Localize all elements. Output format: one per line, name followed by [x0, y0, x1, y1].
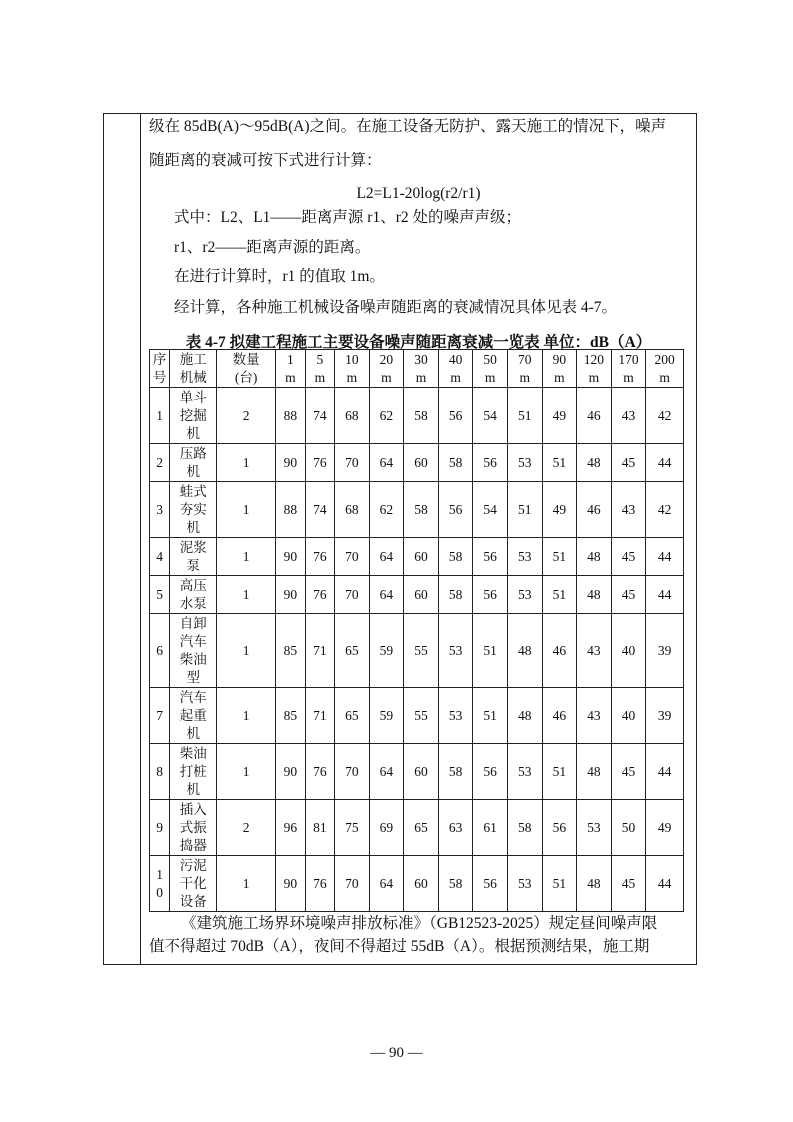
row-quantity: 2 — [217, 800, 276, 856]
distance-value: 40 — [448, 351, 463, 367]
noise-level-cell: 88 — [276, 388, 305, 444]
noise-level-cell: 48 — [577, 538, 612, 576]
row-machine-name — [170, 800, 217, 856]
noise-level-cell: 48 — [577, 744, 612, 800]
noise-level-cell: 71 — [305, 614, 334, 688]
header-distance — [276, 350, 305, 388]
noise-level-cell: 59 — [369, 688, 404, 744]
machine-name-line: 汽车 — [179, 689, 207, 705]
noise-level-cell: 44 — [646, 856, 684, 912]
paragraph-line: r1、r2——距离声源的距离。 — [174, 239, 371, 256]
table-caption: 表 4-7 拟建工程施工主要设备噪声随距离衰减一览表 单位：dB（A） — [185, 334, 652, 351]
noise-level-cell: 51 — [473, 688, 508, 744]
seq-text: 1 — [156, 866, 164, 882]
noise-level-cell: 40 — [611, 614, 646, 688]
header-distance — [404, 350, 439, 388]
noise-level-cell: 51 — [542, 856, 577, 912]
noise-level-cell: 74 — [305, 388, 334, 444]
noise-level-cell: 44 — [646, 538, 684, 576]
row-seq — [150, 614, 170, 688]
distance-value: 5 — [316, 351, 324, 367]
machine-name-line: 设备 — [179, 893, 207, 909]
row-machine-name — [170, 856, 217, 912]
noise-level-cell: 49 — [542, 482, 577, 538]
header-text: 序 — [152, 351, 167, 367]
header-text: 数量 — [232, 351, 260, 367]
noise-level-cell: 58 — [438, 576, 473, 614]
noise-level-cell: 61 — [473, 800, 508, 856]
distance-unit: m — [450, 369, 461, 385]
distance-value: 30 — [414, 351, 428, 367]
machine-name-line: 汽车 — [179, 633, 207, 649]
noise-level-cell: 70 — [335, 444, 370, 482]
machine-name-line: 机 — [186, 463, 200, 479]
noise-attenuation-table — [149, 349, 684, 912]
header-distance — [646, 350, 684, 388]
seq-text: 3 — [156, 501, 164, 517]
noise-level-cell: 60 — [404, 856, 439, 912]
header-distance — [473, 350, 508, 388]
row-machine-name — [170, 614, 217, 688]
machine-name-line: 泥浆 — [179, 539, 207, 555]
table-row — [150, 744, 684, 800]
page-number: — 90 — — [370, 1045, 423, 1061]
row-seq — [150, 444, 170, 482]
noise-level-cell: 76 — [305, 444, 334, 482]
header-distance — [577, 350, 612, 388]
row-quantity: 1 — [217, 856, 276, 912]
machine-name-line: 污泥 — [179, 857, 207, 873]
noise-level-cell: 62 — [369, 482, 404, 538]
noise-level-cell: 53 — [507, 538, 542, 576]
noise-level-cell: 90 — [276, 744, 305, 800]
table-row — [150, 444, 684, 482]
noise-level-cell: 51 — [507, 388, 542, 444]
noise-level-cell: 76 — [305, 856, 334, 912]
page-frame — [103, 113, 697, 965]
distance-value: 90 — [552, 351, 567, 367]
seq-text: 5 — [156, 586, 164, 602]
distance-value: 120 — [583, 351, 605, 367]
distance-unit: m — [659, 369, 670, 385]
header-qty — [217, 350, 276, 388]
header-machine — [170, 350, 217, 388]
noise-level-cell: 48 — [507, 614, 542, 688]
noise-level-cell: 63 — [438, 800, 473, 856]
noise-level-cell: 53 — [507, 856, 542, 912]
noise-level-cell: 40 — [611, 688, 646, 744]
noise-level-cell: 49 — [542, 388, 577, 444]
noise-level-cell: 49 — [646, 800, 684, 856]
noise-level-cell: 65 — [335, 614, 370, 688]
row-quantity: 2 — [217, 388, 276, 444]
noise-level-cell: 58 — [438, 856, 473, 912]
noise-level-cell: 45 — [611, 744, 646, 800]
distance-value: 200 — [654, 351, 675, 367]
row-quantity: 1 — [217, 482, 276, 538]
noise-level-cell: 51 — [473, 614, 508, 688]
noise-level-cell: 53 — [577, 800, 612, 856]
row-machine-name — [170, 688, 217, 744]
distance-unit: m — [415, 369, 427, 385]
header-distance — [335, 350, 370, 388]
noise-level-cell: 68 — [335, 388, 370, 444]
paragraph-line: 级在 85dB(A)～95dB(A)之间。在施工设备无防护、露天施工的情况下，噪声 — [149, 118, 667, 135]
noise-level-cell: 45 — [611, 856, 646, 912]
row-machine-name — [170, 744, 217, 800]
machine-name-line: 干化 — [179, 875, 207, 891]
noise-level-cell: 51 — [542, 444, 577, 482]
machine-name-line: 捣器 — [179, 837, 207, 853]
machine-name-line: 柴油 — [179, 651, 207, 667]
content-column — [141, 114, 696, 964]
noise-level-cell: 64 — [369, 444, 404, 482]
distance-unit: m — [519, 369, 530, 385]
row-seq — [150, 856, 170, 912]
machine-name-line: 单斗 — [179, 389, 207, 405]
noise-level-cell: 56 — [473, 444, 508, 482]
machine-name-line: 机 — [186, 519, 200, 535]
paragraph-line: 值不得超过 70dB（A），夜间不得超过 55dB（A）。根据预测结果，施工期 — [149, 938, 650, 955]
machine-name-line: 压路 — [179, 445, 207, 461]
distance-value: 70 — [517, 351, 532, 367]
noise-level-cell: 64 — [369, 744, 404, 800]
distance-unit: m — [554, 369, 565, 385]
noise-level-cell: 42 — [646, 482, 684, 538]
noise-level-cell: 43 — [611, 482, 646, 538]
row-quantity: 1 — [217, 614, 276, 688]
distance-unit: m — [314, 369, 326, 385]
header-distance — [369, 350, 404, 388]
header-text: 施工 — [179, 351, 207, 367]
row-seq — [150, 482, 170, 538]
noise-level-cell: 56 — [473, 538, 508, 576]
machine-name-line: 夯实 — [179, 501, 207, 517]
row-quantity: 1 — [217, 538, 276, 576]
noise-level-cell: 88 — [276, 482, 305, 538]
noise-level-cell: 69 — [369, 800, 404, 856]
table-row — [150, 688, 684, 744]
noise-level-cell: 43 — [611, 388, 646, 444]
machine-name-line: 型 — [186, 669, 200, 685]
noise-level-cell: 53 — [507, 576, 542, 614]
distance-unit: m — [484, 369, 496, 385]
machine-name-line: 式振 — [179, 819, 207, 835]
noise-level-cell: 45 — [611, 538, 646, 576]
noise-level-cell: 85 — [276, 614, 305, 688]
distance-unit: m — [346, 369, 358, 385]
row-quantity: 1 — [217, 744, 276, 800]
noise-level-cell: 53 — [438, 614, 473, 688]
header-distance — [507, 350, 542, 388]
paragraph-line: 经计算，各种施工机械设备噪声随距离的衰减情况具体见表 4-7。 — [174, 299, 618, 316]
seq-text: 6 — [156, 642, 164, 658]
noise-level-cell: 48 — [577, 576, 612, 614]
noise-level-cell: 45 — [611, 444, 646, 482]
noise-level-cell: 48 — [577, 444, 612, 482]
row-seq — [150, 688, 170, 744]
noise-level-cell: 60 — [404, 444, 439, 482]
noise-level-cell: 44 — [646, 576, 684, 614]
noise-level-cell: 56 — [473, 856, 508, 912]
machine-name-line: 高压 — [179, 577, 207, 593]
noise-level-cell: 64 — [369, 576, 404, 614]
noise-level-cell: 46 — [577, 482, 612, 538]
noise-level-cell: 90 — [276, 538, 305, 576]
noise-level-cell: 64 — [369, 856, 404, 912]
noise-level-cell: 71 — [305, 688, 334, 744]
noise-level-cell: 60 — [404, 576, 439, 614]
noise-level-cell: 56 — [438, 482, 473, 538]
noise-level-cell: 60 — [404, 538, 439, 576]
noise-level-cell: 76 — [305, 744, 334, 800]
noise-level-cell: 58 — [438, 538, 473, 576]
machine-name-line: 水泵 — [179, 595, 207, 611]
table-row — [150, 576, 684, 614]
formula: L2=L1-20log(r2/r1) — [356, 185, 481, 202]
noise-level-cell: 70 — [335, 576, 370, 614]
paragraph-line: 式中：L2、L1——距离声源 r1、r2 处的噪声声级； — [174, 209, 522, 226]
noise-level-cell: 81 — [305, 800, 334, 856]
noise-level-cell: 46 — [577, 388, 612, 444]
table-row — [150, 856, 684, 912]
noise-level-cell: 62 — [369, 388, 404, 444]
noise-level-cell: 58 — [438, 744, 473, 800]
header-text: 号 — [152, 369, 167, 385]
seq-text: 4 — [156, 548, 164, 564]
row-seq — [150, 576, 170, 614]
header-text: (台) — [234, 369, 258, 385]
header-distance — [438, 350, 473, 388]
table-row — [150, 800, 684, 856]
noise-level-cell: 85 — [276, 688, 305, 744]
header-distance — [305, 350, 334, 388]
row-seq — [150, 800, 170, 856]
noise-level-cell: 39 — [646, 614, 684, 688]
paragraph-line: 在进行计算时，r1 的值取 1m。 — [174, 268, 385, 285]
row-seq — [150, 744, 170, 800]
noise-level-cell: 58 — [404, 482, 439, 538]
noise-level-cell: 53 — [507, 744, 542, 800]
distance-value: 10 — [345, 351, 359, 367]
machine-name-line: 泵 — [186, 557, 200, 573]
row-seq — [150, 388, 170, 444]
noise-level-cell: 39 — [646, 688, 684, 744]
seq-text: 1 — [156, 407, 164, 423]
row-machine-name — [170, 576, 217, 614]
noise-level-cell: 58 — [404, 388, 439, 444]
seq-text: 9 — [156, 819, 164, 835]
machine-name-line: 自卸 — [179, 615, 207, 631]
noise-level-cell: 51 — [542, 744, 577, 800]
noise-level-cell: 55 — [404, 614, 439, 688]
machine-name-line: 机 — [186, 725, 200, 741]
noise-level-cell: 43 — [577, 688, 612, 744]
noise-level-cell: 51 — [507, 482, 542, 538]
noise-level-cell: 70 — [335, 856, 370, 912]
noise-level-cell: 42 — [646, 388, 684, 444]
distance-value: 20 — [379, 351, 394, 367]
seq-text: 0 — [156, 884, 164, 900]
noise-level-cell: 70 — [335, 744, 370, 800]
noise-level-cell: 60 — [404, 744, 439, 800]
noise-level-cell: 54 — [473, 482, 508, 538]
table-header-row — [150, 350, 684, 388]
machine-name-line: 打桩 — [179, 763, 207, 779]
noise-level-cell: 96 — [276, 800, 305, 856]
table-row — [150, 388, 684, 444]
noise-level-cell: 90 — [276, 576, 305, 614]
noise-level-cell: 51 — [542, 576, 577, 614]
noise-level-cell: 53 — [507, 444, 542, 482]
noise-level-cell: 53 — [438, 688, 473, 744]
header-text: 机械 — [179, 369, 207, 385]
noise-level-cell: 64 — [369, 538, 404, 576]
machine-name-line: 机 — [186, 781, 200, 797]
row-quantity: 1 — [217, 576, 276, 614]
header-distance — [542, 350, 577, 388]
row-quantity: 1 — [217, 444, 276, 482]
noise-level-cell: 58 — [438, 444, 473, 482]
noise-level-cell: 44 — [646, 744, 684, 800]
noise-level-cell: 54 — [473, 388, 508, 444]
noise-level-cell: 68 — [335, 482, 370, 538]
paragraph-line: 随距离的衰减可按下式进行计算： — [149, 152, 382, 169]
noise-level-cell: 50 — [611, 800, 646, 856]
noise-level-cell: 90 — [276, 444, 305, 482]
distance-unit: m — [285, 369, 296, 385]
noise-level-cell: 48 — [507, 688, 542, 744]
distance-value: 50 — [483, 351, 497, 367]
noise-level-cell: 44 — [646, 444, 684, 482]
noise-level-cell: 48 — [577, 856, 612, 912]
machine-name-line: 柴油 — [179, 745, 207, 761]
row-machine-name — [170, 538, 217, 576]
noise-level-cell: 46 — [542, 688, 577, 744]
table-row — [150, 538, 684, 576]
noise-level-cell: 56 — [473, 576, 508, 614]
noise-level-cell: 43 — [577, 614, 612, 688]
distance-unit: m — [623, 369, 634, 385]
noise-level-cell: 51 — [542, 538, 577, 576]
header-seq — [150, 350, 170, 388]
noise-level-cell: 45 — [611, 576, 646, 614]
noise-level-cell: 65 — [335, 688, 370, 744]
table-row — [150, 614, 684, 688]
noise-level-cell: 75 — [335, 800, 370, 856]
seq-text: 7 — [156, 707, 164, 723]
header-distance — [611, 350, 646, 388]
machine-name-line: 插入 — [179, 801, 207, 817]
distance-unit: m — [381, 369, 392, 385]
noise-level-cell: 70 — [335, 538, 370, 576]
row-machine-name — [170, 482, 217, 538]
noise-level-cell: 76 — [305, 538, 334, 576]
noise-level-cell: 59 — [369, 614, 404, 688]
seq-text: 2 — [156, 454, 164, 470]
machine-name-line: 机 — [186, 425, 200, 441]
noise-level-cell: 56 — [473, 744, 508, 800]
noise-level-cell: 74 — [305, 482, 334, 538]
paragraph-line: 《建筑施工场界环境噪声排放标准》（GB12523-2025）规定昼间噪声限 — [181, 915, 658, 932]
noise-level-cell: 58 — [507, 800, 542, 856]
noise-level-cell: 56 — [542, 800, 577, 856]
row-machine-name — [170, 388, 217, 444]
machine-name-line: 起重 — [179, 707, 207, 723]
noise-level-cell: 46 — [542, 614, 577, 688]
noise-level-cell: 55 — [404, 688, 439, 744]
table-row — [150, 482, 684, 538]
machine-name-line: 挖掘 — [179, 407, 207, 423]
seq-text: 8 — [156, 763, 164, 779]
distance-unit: m — [588, 369, 600, 385]
distance-value: 170 — [618, 351, 639, 367]
noise-level-cell: 56 — [438, 388, 473, 444]
row-seq — [150, 538, 170, 576]
machine-name-line: 蛙式 — [179, 483, 207, 499]
row-quantity: 1 — [217, 688, 276, 744]
noise-level-cell: 76 — [305, 576, 334, 614]
noise-level-cell: 90 — [276, 856, 305, 912]
noise-level-cell: 65 — [404, 800, 439, 856]
row-machine-name — [170, 444, 217, 482]
distance-value: 1 — [286, 351, 294, 367]
